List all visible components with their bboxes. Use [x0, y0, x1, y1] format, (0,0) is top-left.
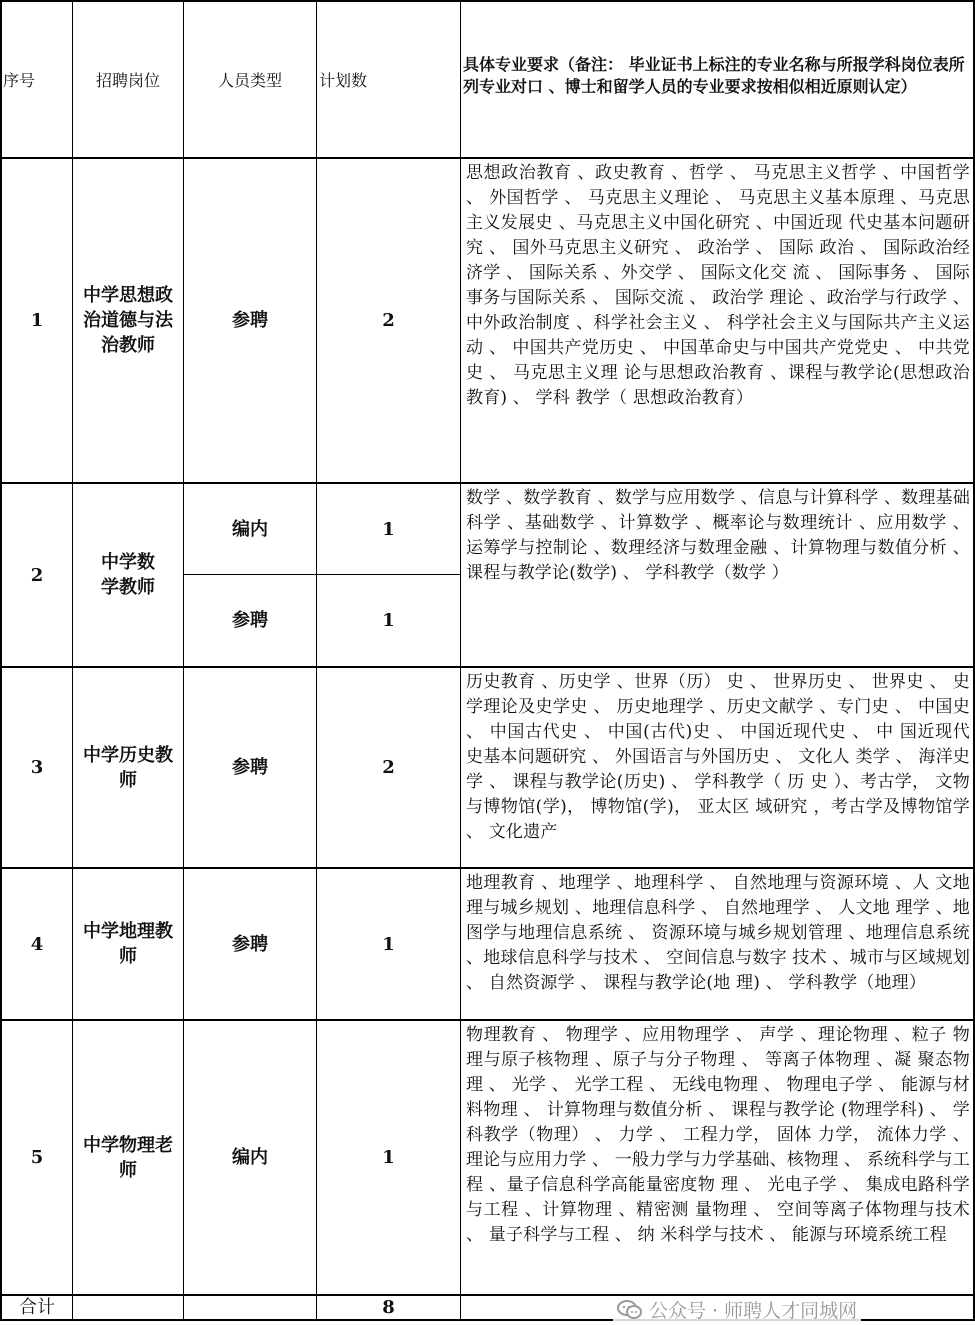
- staff-type: 参聘: [232, 757, 268, 778]
- plan-count: 1: [382, 933, 395, 955]
- staff-type: 参聘: [232, 933, 268, 955]
- header-requirements: 具体专业要求（备注： 毕业证书上标注的专业名称与所报学科岗位表所列专业对口 、博士和留学人员的专业要求按相似相近原则认定）: [463, 55, 965, 96]
- row-seq: 5: [30, 1147, 44, 1168]
- major-requirements: 地理教育 、地理学 、地理科学 、 自然地理与资源环境 、人 文地理与城乡规划 、地理信息科学 、 自然地理学 、 人文地 理学 、地图学与地理信息系统 、 资源环境与城乡规划管理 、地理信息系统 、地球信息科学与技术 、 空间信息与数字 技术 、城市与区域规划 、 自然资源学 、 课程与教学论(地 理) 、 学科教学（地理）: [466, 873, 971, 993]
- header-plan: 计划数: [319, 71, 368, 90]
- plan-count: 2: [382, 757, 395, 778]
- position-name: 中学历史教师: [83, 744, 173, 791]
- plan-count: 2: [382, 310, 395, 331]
- plan-count: 1: [382, 610, 395, 631]
- total-label: 合计: [19, 1297, 55, 1318]
- watermark-text: 公众号 · 师聘人才同城网: [649, 1300, 858, 1322]
- row-seq: 4: [30, 933, 44, 955]
- staff-type: 编内: [232, 1147, 268, 1168]
- position-name: 中学地理教师: [83, 921, 173, 967]
- header-seq: 序号: [3, 71, 36, 90]
- plan-count: 1: [382, 518, 395, 540]
- staff-type: 参聘: [232, 310, 268, 331]
- header-position: 招聘岗位: [95, 71, 160, 90]
- row-seq: 1: [30, 310, 44, 331]
- staff-type: 编内: [232, 518, 268, 540]
- wechat-icon: [617, 1300, 643, 1320]
- position-name: 中学物理老师: [83, 1134, 173, 1181]
- header-staff-type: 人员类型: [217, 71, 282, 90]
- total-plan: 8: [382, 1297, 395, 1318]
- row-seq: 3: [30, 757, 44, 778]
- staff-type: 参聘: [232, 610, 268, 631]
- plan-count: 1: [382, 1147, 395, 1168]
- major-requirements: 物理教育 、 物理学 、应用物理学 、 声学 、理论物理 、粒子 物理与原子核物理 、原子与分子物理 、 等离子体物理 、凝 聚态物理 、 光学 、 光学工程 、 无线电物理 、 物理电子学 、 能源与材料物理 、 计算物理与数值分析 、 课程与教学论 (物理学科) 、 学科教学（物理） 、 力学 、 工程力学， 固体 力学， 流体力学 、理论与应用力学 、 一般力学与力学基础、核物理 、 系统科学与工程 、量子信息科学高能量密度物 理 、 光电子学 、 集成电路科学与工程 、计算物理 、精密测 量物理 、 空间等离子体物理与技术 、 量子科学与工程 、 纳 米科学与技术 、 能源与环境系统工程: [466, 1025, 971, 1245]
- watermark: [613, 1296, 861, 1323]
- position-name: 中学数学教师: [101, 552, 155, 598]
- row-seq: 2: [30, 564, 44, 586]
- position-name: 中学思想政治道德与法治教师: [83, 285, 173, 356]
- major-requirements: 历史教育 、历史学 、世界（历） 史 、 世界历史 、 世界史 、 史学理论及史学史 、 历史地理学 、历史文献学 、专门史 、 中国史 、 中国古代史 、 中国(古代)史 、 中国近现代史 、 中 国近现代史基本问题研究 、 外国语言与外国历史 、 文化人 类学 、 海洋史学 、 课程与教学论(历史) 、 学科教学（ 历 史 ）、考古学， 文物与博物馆(学)， 博物馆(学)， 亚太区 域研究 ，考古学及博物馆学 、 文化遗产: [466, 672, 970, 842]
- major-requirements: 数学 、数学教育 、数学与应用数学 、信息与计算科学 、数理基础科学 、基础数学 、计算数学 、概率论与数理统计 、应用数学 、运筹学与控制论 、数理经济与数理金融 、计算物理与数值分析 、课程与教学论(数学) 、 学科教学（数学 ）: [466, 488, 971, 583]
- major-requirements: 思想政治教育 、政史教育 、哲学 、 马克思主义哲学 、中国哲学 、 外国哲学 、 马克思主义理论 、 马克思主义基本原理 、马克思主义发展史 、马克思主义中国化研究 、中国近现 代史基本问题研究 、 国外马克思主义研究 、 政治学 、 国际 政治 、 国际政治经济学 、 国际关系 、外交学 、 国际文化交 流 、 国际事务 、 国际事务与国际关系 、 国际交流 、 政治学 理论 、政治学与行政学 、中外政治制度 、科学社会主义 、 科学社会主义与国际共产主义运动 、 中国共产党历史 、 中国革命史与中国共产党党史 、 中共党史 、 马克思主义理 论与思想政治教育 、课程与教学论(思想政治教育) 、 学科 教学（ 思想政治教育）: [466, 163, 970, 408]
